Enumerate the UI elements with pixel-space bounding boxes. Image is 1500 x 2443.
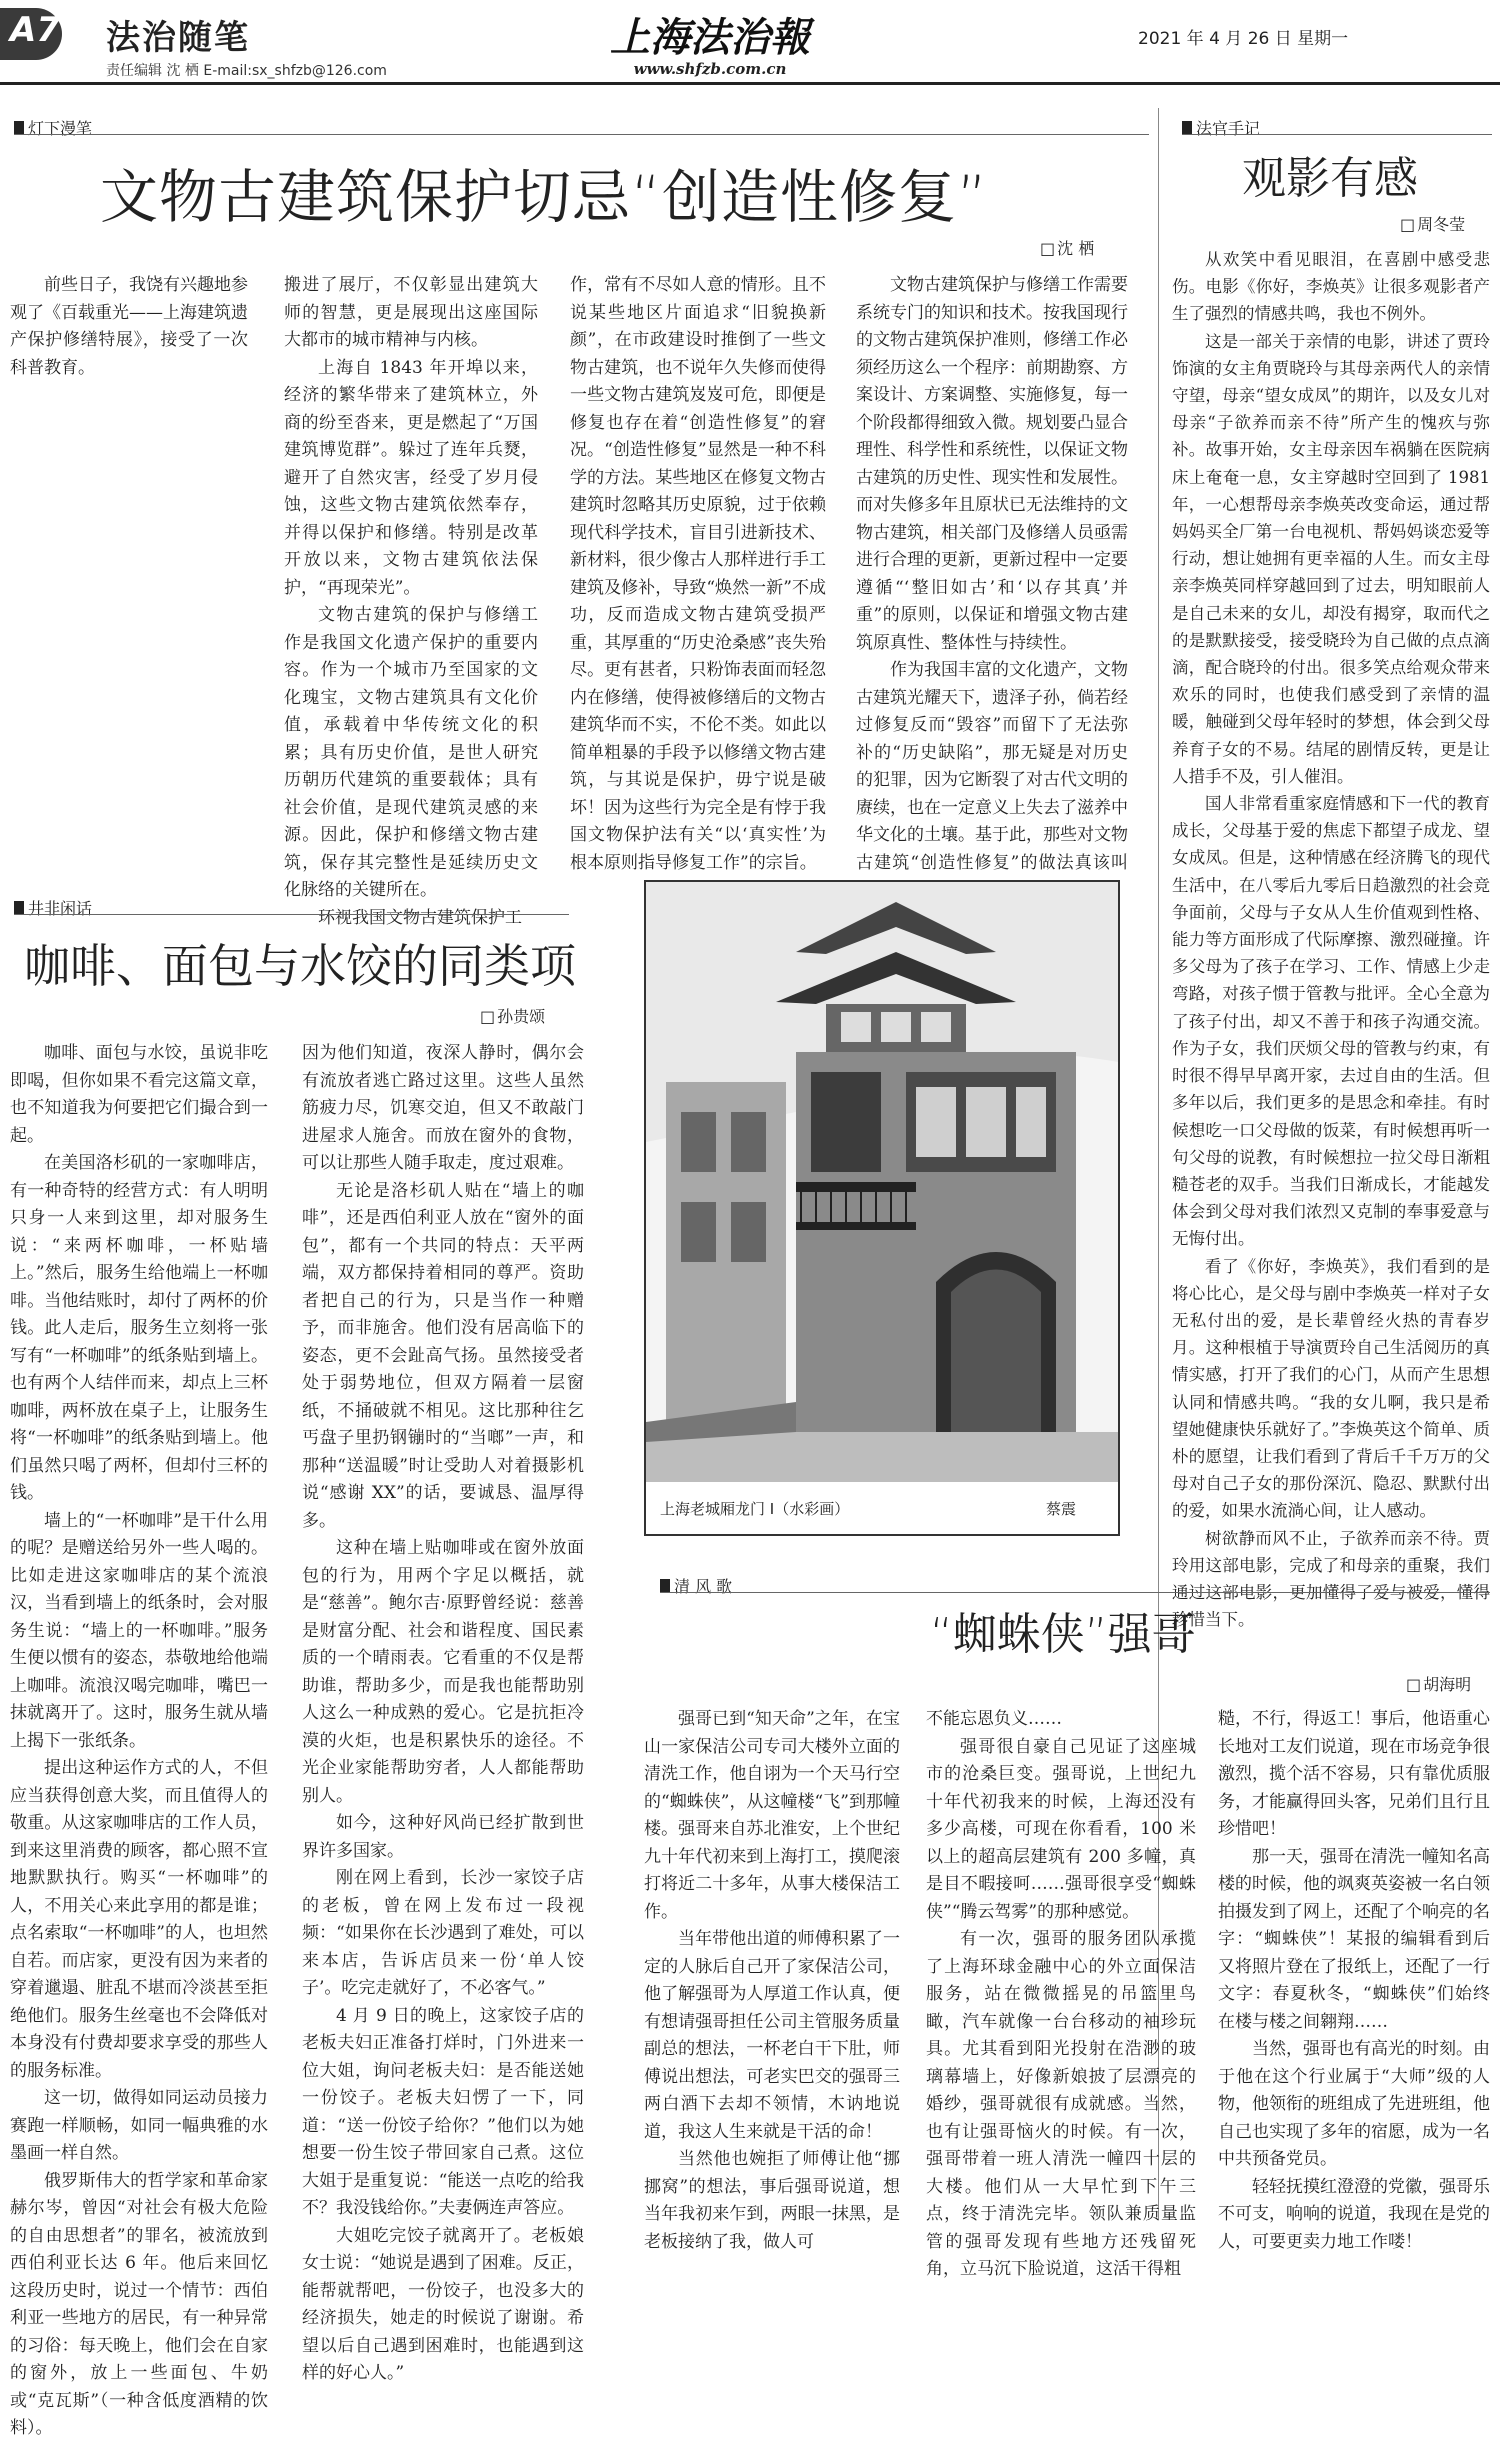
- paragraph: 那一天，强哥在清洗一幢知名高楼的时候，他的飒爽英姿被一名白领拍摄发到了网上，还配了个响亮的名字：“蜘蛛侠”！某报的编辑看到后又将照片登在了报纸上，还配了一行文字：春夏秋冬，“蜘蛛侠”们始终在楼与楼之间翱翔……: [1218, 1846, 1490, 2032]
- paragraph: 如今，这种好风尚已经扩散到世界许多国家。: [302, 1813, 584, 1861]
- paragraph: 有一次，强哥的服务团队承揽了上海环球金融中心的外立面保洁服务，站在微微摇晃的吊篮里鸟瞰，汽车就像一台台移动的袖珍玩具。尤其看到阳光投射在浩渺的玻璃幕墙上，好像新娘披了层漂亮的婚纱，强哥就很有成就感。当然，也有让强哥恼火的时候。有一次，强哥带着一班人清洗一幢四十层的大楼。他们从一大早忙到下午三点，终于清洗完毕。领队兼质量监管的强哥发现有些地方还残留死角，立马沉下脸说道，这活干得粗: [926, 1929, 1196, 2279]
- article-column-4: [856, 272, 1128, 873]
- column-rule: [14, 134, 1149, 135]
- paragraph: 无论是洛杉矶人贴在“墙上的咖啡”，还是西伯利亚人放在“窗外的面包”，都有一个共同的特点：天平两端，双方都保持着相同的尊严。资助者把自己的行为，只是当作一种赠予，而非施舍。他们没有居高临下的姿态，更不会趾高气扬。虽然接受者处于弱势地位，但双方隔着一层窗纸，不捅破就不相见。这比那种往乞丐盘子里扔钢镚时的“当啷”一声，和那种“送温暖”时让受助人对着摄影机说“感谢 XX”的话，要诚恳、温厚得多。: [302, 1180, 584, 1531]
- paragraph: 提出这种运作方式的人，不但应当获得创意大奖，而且值得人的敬重。从这家咖啡店的工作人员，到来这里消费的顾客，都心照不宣地默默执行。购买“一杯咖啡”的人，不用关心来此享用的都是谁；点名索取“一杯咖啡”的人，也坦然自若。而店家，更没有因为来者的穿着邋遢、脏乱不堪而冷淡甚至拒绝他们。服务生丝毫也不会降低对本身没有付费却要求享受的那些人的服务标准。: [10, 1758, 268, 2081]
- paragraph: 这种在墙上贴咖啡或在窗外放面包的行为，用两个字足以概括，就是“慈善”。鲍尔吉·原野曾经说：慈善是财富分配、社会和谐程度、国民素质的一个晴雨表。它看重的不仅是帮助谁，帮助多少，而是我也能帮助别人这么一种成熟的爱心。它是抗拒冷漠的火炬，也是积累快乐的途径。不光企业家能帮助穷者，人人都能帮助别人。: [302, 1538, 584, 1806]
- article-title: 观影有感: [1242, 153, 1418, 204]
- paragraph: 咖啡、面包与水饺，虽说非吃即喝，但你如果不看完这篇文章，也不知道我为何要把它们撮合到一起。: [10, 1043, 268, 1146]
- section-title: 法治随笔: [106, 18, 250, 58]
- article-column-3: [570, 272, 826, 873]
- paragraph: 当年带他出道的师傅积累了一定的人脉后自己开了家保洁公司，他了解强哥为人厚道工作认真，便有想请强哥担任公司主管服务质量副总的想法，一杯老白干下肚，师傅说出想法，可老实巴交的强哥三两白酒下去却不领情，木讷地说道，我这人生来就是干活的命！: [644, 1929, 900, 2142]
- column-tag: 井非闲话: [14, 896, 92, 919]
- article-column-2: [926, 1706, 1196, 2279]
- byline: □ 胡海明: [1406, 1672, 1471, 1695]
- paragraph: 轻轻抚摸红澄澄的党徽，强哥乐不可支，响响的说道，我现在是党的人，可要更卖力地工作喽！: [1218, 2176, 1490, 2252]
- masthead: 上海法治報: [610, 14, 810, 61]
- column-rule: [660, 1592, 1490, 1593]
- paragraph: 前些日子，我饶有兴趣地参观了《百载重光——上海建筑遗产保护修缮特展》，接受了一次科普教育。: [10, 275, 248, 378]
- paragraph: 不能忘恩负义……: [926, 1709, 1062, 1729]
- article-column-1: [10, 1040, 268, 2438]
- paragraph: 俄罗斯伟大的哲学家和革命家赫尔岑，曾因“对社会有极大危险的自由思想者”的罪名，被流放到西伯利亚长达 6 年。他后来回忆这段历史时，说过一个情节：西伯利亚一些地方的居民，有一种异常的习俗：每天晚上，他们会在自家的窗外，放上一些面包、牛奶或“克瓦斯”（一种含低度酒精的饮料）。: [10, 2170, 268, 2438]
- paragraph: 这一切，做得如同运动员接力赛跑一样顺畅，如同一幅典雅的水墨画一样自然。: [10, 2088, 268, 2163]
- paragraph: 文物古建筑的保护与修缮工作是我国文化遗产保护的重要内容。作为一个城市乃至国家的文化瑰宝，文物古建筑具有文化价值，承载着中华传统文化的积累；具有历史价值，是世人研究历朝历代建筑的重要载体；具有社会价值，是现代建筑灵感的来源。因此，保护和修缮文物古建筑，保存其完整性是延续历史文化脉络的关键所在。: [284, 605, 538, 900]
- header-rule: [0, 82, 1500, 85]
- column-rule: [14, 914, 569, 915]
- paragraph: 环视我国文物古建筑保护工: [318, 907, 522, 928]
- paragraph: 树欲静而风不止，子欲养而亲不待。贾玲用这部电影，完成了和母亲的重聚，我们通过这部电影，更加懂得了爱与被爱，懂得珍惜当下。: [1172, 1528, 1490, 1630]
- paragraph: 当然，强哥也有高光的时刻。由于他在这个行业属于“大师”级的人物，他领衔的班组成了先进班组，他自己也实现了多年的宿愿，成为一名中共预备党员。: [1218, 2039, 1490, 2169]
- paragraph: 搬进了展厅，不仅彰显出建筑大师的智慧，更是展现出这座国际大都市的城市精神与内核。: [284, 275, 538, 350]
- paragraph: 糙，不行，得返工！事后，他语重心长地对工友们说道，现在市场竞争很激烈，揽个活不容易，只有靠优质服务，才能赢得回头客，兄弟们且行且珍惜吧！: [1218, 1709, 1490, 1839]
- paragraph: 从欢笑中看见眼泪，在喜剧中感受悲伤。电影《你好，李焕英》让很多观影者产生了强烈的情感共鸣，我也不例外。: [1172, 250, 1490, 324]
- byline: □ 周冬莹: [1400, 212, 1465, 235]
- article-column-3: [1218, 1706, 1490, 2252]
- paragraph: 作为我国丰富的文化遗产，文物古建筑光耀天下，遗泽子孙，倘若经过修复反而“毁容”而留下了无法弥补的“历史缺陷”，那无疑是对历史的犯罪，因为它断裂了对古代文明的赓续，也在一定意义上失去了滋养中华文化的土壤。基于此，那些对文物古建筑“创造性修复”的做法真该叫: [856, 660, 1128, 873]
- paragraph: 在美国洛杉矶的一家咖啡店，有一种奇特的经营方式：有人明明只身一人来到这里，却对服务生说：“来两杯咖啡，一杯贴墙上。”然后，服务生给他端上一杯咖啡。当他结账时，却付了两杯的价钱。此人走后，服务生立刻将一张写有“一杯咖啡”的纸条贴到墙上。也有两个人结伴而来，却点上三杯咖啡，两杯放在桌子上，让服务生将“一杯咖啡”的纸条贴到墙上。他们虽然只喝了两杯，但却付三杯的钱。: [10, 1153, 268, 1503]
- paragraph: 这是一部关于亲情的电影，讲述了贾玲饰演的女主角贾晓玲与其母亲两代人的亲情守望，母亲“望女成凤”的期许，以及女儿对母亲“子欲养而亲不待”所产生的愧疚与弥补。故事开始，女主母亲因车祸躺在医院病床上奄奄一息，女主穿越时空回到了 1981 年，一心想帮母亲李焕英改变命运，通过帮妈妈买全厂第一台电视机、帮妈妈谈恋爱等行动，想让她拥有更幸福的人生。而女主母亲李焕英同样穿越回到了过去，明知眼前人是自己未来的女儿，却没有揭穿，取而代之的是默默接受，接受晓玲为自己做的点点滴滴，配合晓玲的付出。很多笑点给观众带来欢乐的同时，也使我们感受到了亲情的温暖，触碰到父母年轻时的梦想，体会到父母养育子女的不易。结尾的剧情反转，更是让人措手不及，引人催泪。: [1172, 331, 1490, 786]
- editor-line: 责任编辑 沈 栖 E-mail:sx_shfzb@126.com: [106, 63, 387, 79]
- article-column-1: [10, 272, 248, 828]
- paragraph: 大姐吃完饺子就离开了。老板娘女士说：“她说是遇到了困难。反正，能帮就帮吧，一份饺子，也没多大的经济损失，她走的时候说了谢谢。希望以后自己遇到困难时，也能遇到这样的好心人。”: [302, 2225, 584, 2383]
- article-title: 文物古建筑保护切忌“创造性修复”: [100, 163, 989, 231]
- paragraph: 4 月 9 日的晚上，这家饺子店的老板夫妇正准备打烊时，门外进来一位大姐，询问老板夫妇：是否能送她一份饺子。老板夫妇愣了一下，同道：“送一份饺子给你？”他们以为她想要一份生饺子带回家自己煮。这位大姐于是重复说：“能送一点吃的给我不？我没钱给你。”夫妻俩连声答应。: [302, 2005, 584, 2218]
- paragraph: 上海自 1843 年开埠以来，经济的繁华带来了建筑林立，外商的纷至沓来，更是燃起了“万国建筑博览群”。躲过了连年兵燹，避开了自然灾害，经受了岁月侵蚀，这些文物古建筑依然奉存，并得以保护和修缮。特别是改革开放以来，文物古建筑依法保护，“再现荣光”。: [284, 357, 538, 598]
- byline: □ 沈 栖: [1040, 236, 1094, 259]
- article-title: “蜘蛛侠”强哥: [930, 1609, 1196, 1660]
- issue-date: 2021 年 4 月 26 日 星期一: [1138, 29, 1349, 49]
- article-title: 咖啡、面包与水饺的同类项: [24, 939, 576, 993]
- article-body: [1172, 246, 1490, 1746]
- column-rule: [1182, 134, 1492, 135]
- paragraph: 文物古建筑保护与修缮工作需要系统专门的知识和技术。按我国现行的文物古建筑保护准则，修缮工作必须经历这么一个程序：前期勘察、方案设计、方案调整、实施修复，每一个阶段都得细致入微。规划要凸显合理性、科学性和系统性，以保证文物古建筑的历史性、现实性和发展性。而对失修多年且原状已无法维持的文物古建筑，相关部门及修缮人员亟需进行合理的更新，更新过程中一定要遵循“‘整旧如古’和‘以存其真’并重”的原则，以保证和增强文物古建筑原真性、整体性与持续性。: [856, 275, 1128, 653]
- article-column-2: [302, 1040, 584, 2383]
- article-column-1: [644, 1706, 900, 2252]
- column-tag: 清 风 歌: [660, 1574, 732, 1597]
- paragraph: 强哥很自豪自己见证了这座城市的沧桑巨变。强哥说，上世纪九十年代初我来的时候，上海还没有多少高楼，可现在你看看，100 米以上的超高层建筑有 200 多幢，真是目不暇接呵……强哥很享受“蜘蛛侠”“腾云驾雾”的那种感觉。: [926, 1736, 1196, 1922]
- paragraph: 刚在网上看到，长沙一家饺子店的老板，曾在网上发布过一段视频：“如果你在长沙遇到了难处，可以来本店，告诉店员来一份‘单人饺子’。吃完走就好了，不必客气。”: [302, 1868, 584, 1998]
- paragraph: 国人非常看重家庭情感和下一代的教育成长，父母基于爱的焦虑下都望子成龙、望女成凤。但是，这种情感在经济腾飞的现代生活中，在八零后九零后日趋激烈的社会竞争面前，父母与子女从人生价值观到性格、能力等方面形成了代际摩擦、激烈碰撞。许多父母为了孩子在学习、工作、情感上少走弯路，对孩子惯于管教与批评。全心全意为了孩子付出，却又不善于和孩子沟通交流。作为子女，我们厌烦父母的管教与约束，有时很不得早早离开家，去过自由的生活。但多年以后，我们更多的是思念和牵挂。有时候想吃一口父母做的饭菜，有时候想再听一句父母的说教，有时候想拉一拉父母日渐粗糙苍老的双手。当我们日渐成长，才能越发体会到父母对我们浓烈又克制的奉事爱意与无悔付出。: [1172, 794, 1490, 1249]
- website: www.shfzb.com.cn: [633, 60, 787, 78]
- paragraph: 因为他们知道，夜深人静时，偶尔会有流放者逃亡路过这里。这些人虽然筋疲力尽，饥寒交迫，但又不敢敲门进屋求人施舍。而放在窗外的食物，可以让那些人随手取走，度过艰难。: [302, 1043, 584, 1173]
- watercolor-illustration: [646, 882, 1118, 1482]
- illustration-artist: 蔡震: [1046, 1500, 1077, 1518]
- column-tag: 灯下漫笔: [14, 116, 92, 139]
- paragraph: 墙上的“一杯咖啡”是干什么用的呢？是赠送给另外一些人喝的。比如走进这家咖啡店的某个流浪汉，当看到墙上的纸条时，会对服务生说：“墙上的一杯咖啡。”服务生便以惯有的姿态，恭敬地给他端上咖啡。流浪汉喝完咖啡，嘴巴一抹就离开了。这时，服务生就从墙上揭下一张纸条。: [10, 1510, 268, 1751]
- byline: □ 孙贵颂: [480, 1004, 545, 1027]
- page-header: [0, 0, 1500, 84]
- illustration-frame: [644, 880, 1120, 1536]
- illustration-caption: 上海老城厢龙门 Ⅰ（水彩画）: [660, 1500, 850, 1518]
- paragraph: 强哥已到“知天命”之年，在宝山一家保洁公司专司大楼外立面的清洗工作，他自诩为一个天马行空的“蜘蛛侠”，从这幢楼“飞”到那幢楼。强哥来自苏北淮安，上个世纪九十年代初来到上海打工，摸爬滚打将近二十多年，从事大楼保洁工作。: [644, 1709, 900, 1922]
- paragraph: 看了《你好，李焕英》，我们看到的是将心比心，是父母与剧中李焕英一样对子女无私付出的爱，是长辈曾经火热的青春岁月。这种根植于导演贾玲自己生活阅历的真情实感，打开了我们的心门，从而产生思想认同和情感共鸣。“我的女儿啊，我只是希望她健康快乐就好了。”李焕英这个简单、质朴的愿望，让我们看到了背后千千万万的父母对自己子女的那份深沉、隐忍、默默付出的爱，如果水流淌心间，让人感动。: [1172, 1256, 1490, 1521]
- page-number: A7: [10, 10, 60, 50]
- paragraph: 当然他也婉拒了师傅让他“挪挪窝”的想法，事后强哥说道，想当年我初来乍到，两眼一抹黑，是老板接纳了我，做人可: [644, 2149, 900, 2252]
- column-tag: 法官手记: [1182, 116, 1260, 139]
- paragraph: 作，常有不尽如人意的情形。且不说某些地区片面追求“旧貌换新颜”，在市政建设时推倒了一些文物古建筑，也不说年久失修而使得一些文物古建筑岌岌可危，即便是修复也存在着“创造性修复”的窘况。“创造性修复”显然是一种不科学的方法。某些地区在修复文物古建筑时忽略其历史原貌，过于依赖现代科学技术，盲目引进新技术、新材料，很少像古人那样进行手工建筑及修补，导致“焕然一新”不成功，反而造成文物古建筑受损严重，其厚重的“历史沧桑感”丧失殆尽。更有甚者，只粉饰表面而轻忽内在修缮，使得被修缮后的文物古建筑华而不实，不伦不类。如此以简单粗暴的手段予以修缮文物古建筑，与其说是保护，毋宁说是破坏！因为这些行为完全是有悖于我国文物保护法有关“以‘真实性’为根本原则指导修复工作”的宗旨。: [570, 275, 826, 873]
- article-column-2: [284, 272, 538, 928]
